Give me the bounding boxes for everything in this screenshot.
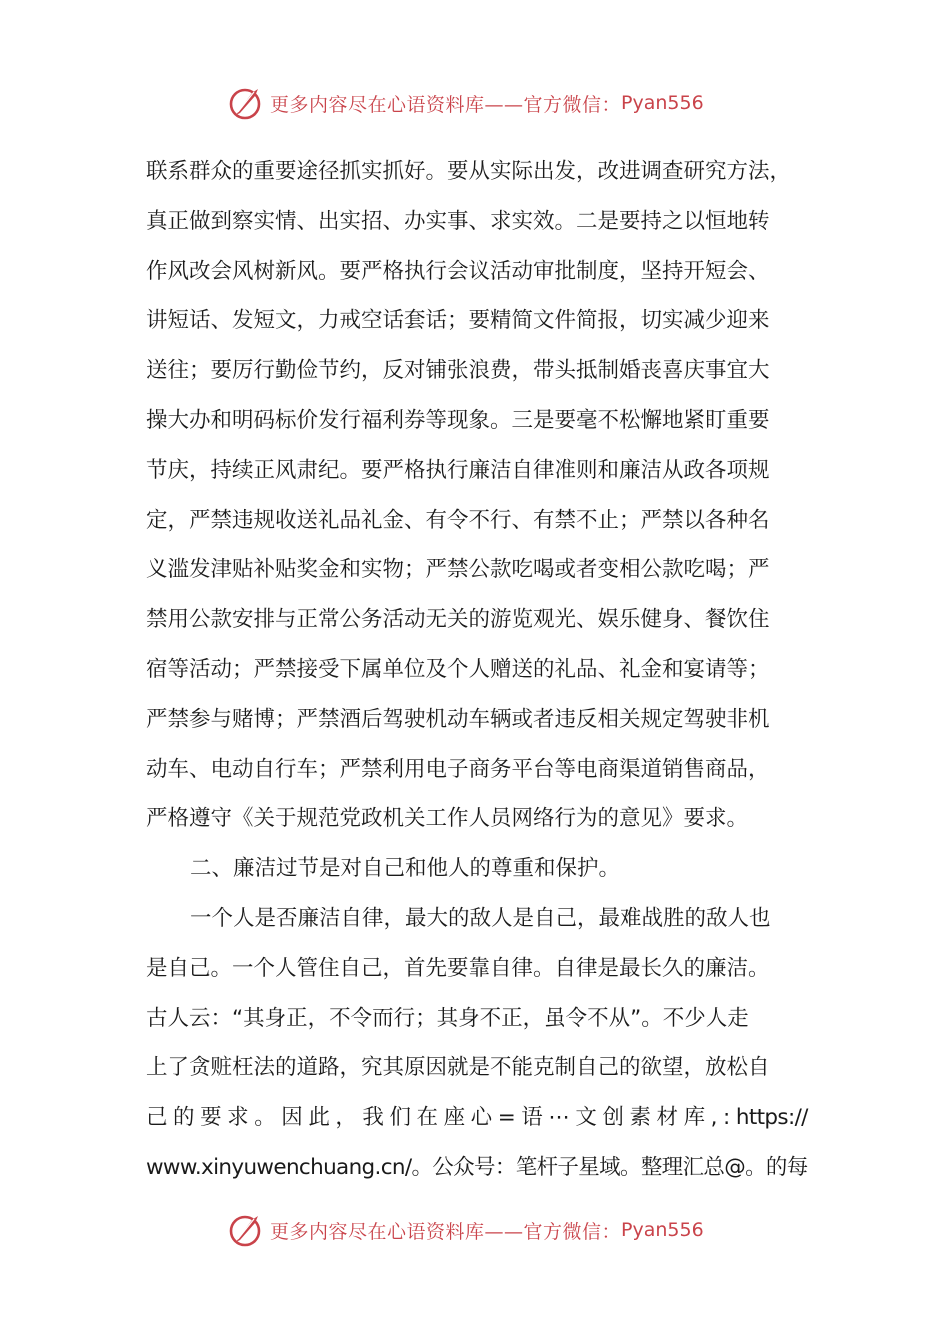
header-brand-text: 更多内容尽在心语资料库——官方微信： <box>270 93 622 116</box>
document-body <box>146 147 808 1193</box>
text-line: 严禁参与赌博；严禁酒后驾驶机动车辆或者违反相关规定驾驶非机 <box>146 706 770 732</box>
text-line: 联系群众的重要途径抓实抓好。要从实际出发，改进调查研究方法， <box>146 159 792 184</box>
header-banner <box>228 83 704 123</box>
text-line: 古人云：“其身正，不令而行；其身不正，虽令不从”。不少人走 <box>146 1005 749 1031</box>
text-line: 己 的 要 求 。 因 此 ， 我 们 在 座 心 = 语 ⋯ 文 创 素 材 库 , : https:// <box>146 1105 808 1131</box>
quill-pen-logo-icon <box>228 1212 264 1248</box>
text-line: 严格遵守《关于规范党政机关工作人员网络行为的意见》要求。 <box>146 806 749 832</box>
text-line: 宿等活动；严禁接受下属单位及个人赠送的礼品、礼金和宴请等； <box>146 656 770 682</box>
footer-banner <box>228 1210 704 1250</box>
quill-pen-logo-icon <box>228 85 264 121</box>
text-line: 操大办和明码标价发行福利券等现象。三是要毫不松懈地紧盯重要 <box>146 407 770 433</box>
text-line: 禁用公款安排与正常公务活动无关的游览观光、娱乐健身、餐饮住 <box>146 607 770 633</box>
text-line: 上了贪赃枉法的道路，究其原因就是不能克制自己的欲望，放松自 <box>146 1055 770 1081</box>
text-line: 定，严禁违规收送礼品礼金、有令不行、有禁不止；严禁以各种名 <box>146 507 770 533</box>
text-line: 动车、电动自行车；严禁利用电子商务平台等电商渠道销售商品， <box>146 756 770 782</box>
text-line: 讲短话、发短文，力戒空话套话；要精简文件简报，切实减少迎来 <box>146 308 770 334</box>
text-line: 真正做到察实情、出实招、办实事、求实效。二是要持之以恒地转 <box>146 208 770 234</box>
text-line: 是自己。一个人管住自己，首先要靠自律。自律是最长久的廉洁。 <box>146 955 770 981</box>
text-line: 节庆，持续正风肃纪。要严格执行廉洁自律准则和廉洁从政各项规 <box>146 457 770 483</box>
text-line: 送往；要厉行勤俭节约，反对铺张浪费，带头抵制婚丧喜庆事宜大 <box>146 358 770 384</box>
text-line: 作风改会风树新风。要严格执行会议活动审批制度，坚持开短会、 <box>146 258 770 284</box>
footer-brand-text: 更多内容尽在心语资料库——官方微信： <box>270 1220 622 1243</box>
text-line: 义滥发津贴补贴奖金和实物；严禁公款吃喝或者变相公款吃喝；严 <box>146 557 770 583</box>
header-wechat-id: Pyan556 <box>621 92 704 114</box>
section-heading: 二、廉洁过节是对自己和他人的尊重和保护。 <box>190 856 621 882</box>
text-line: www.xinyuwenchuang.cn/。公众号：笔杆子星域。整理汇总@。的每 <box>146 1154 808 1180</box>
text-line: 一个人是否廉洁自律，最大的敌人是自己，最难战胜的敌人也 <box>190 905 771 931</box>
footer-wechat-id: Pyan556 <box>621 1219 704 1241</box>
